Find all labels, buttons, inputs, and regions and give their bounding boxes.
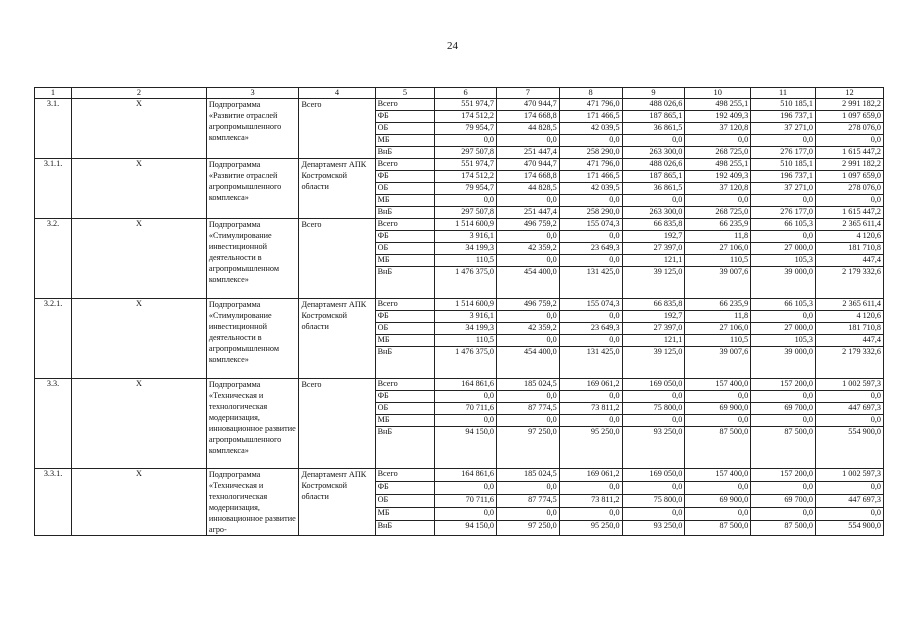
row-number: 3.3. — [35, 379, 72, 469]
amount-cell: 157 400,0 — [685, 379, 751, 391]
amount-cell: 42 039,5 — [559, 183, 622, 195]
amount-cell: 1 002 597,3 — [815, 469, 883, 482]
amount-cell: 278 076,0 — [815, 183, 883, 195]
column-number: 4 — [299, 88, 375, 99]
amount-cell: 3 916,1 — [435, 231, 497, 243]
amount-cell: 0,0 — [559, 135, 622, 147]
amount-cell: 79 954,7 — [435, 183, 497, 195]
funding-source: ФБ — [375, 311, 435, 323]
amount-cell: 258 290,0 — [559, 207, 622, 219]
amount-cell: 105,3 — [751, 255, 816, 267]
amount-cell: 11,8 — [685, 311, 751, 323]
funding-source: ОБ — [375, 494, 435, 507]
amount-cell: 0,0 — [685, 481, 751, 494]
funding-source: Всего — [375, 299, 435, 311]
amount-cell: 268 725,0 — [685, 147, 751, 159]
amount-cell: 2 365 611,4 — [815, 219, 883, 231]
amount-cell: 171 466,5 — [559, 111, 622, 123]
amount-cell: 1 514 600,9 — [435, 299, 497, 311]
amount-cell: 75 800,0 — [622, 494, 685, 507]
amount-cell: 276 177,0 — [751, 147, 816, 159]
funding-source: ОБ — [375, 243, 435, 255]
amount-cell: 0,0 — [435, 507, 497, 520]
table-row — [35, 379, 884, 391]
amount-cell: 169 061,2 — [559, 469, 622, 482]
amount-cell: 0,0 — [751, 481, 816, 494]
row-number: 3.2.1. — [35, 299, 72, 379]
amount-cell: 66 105,3 — [751, 299, 816, 311]
funding-source: Всего — [375, 469, 435, 482]
amount-cell: 169 050,0 — [622, 469, 685, 482]
amount-cell: 69 900,0 — [685, 494, 751, 507]
amount-cell: 496 759,2 — [497, 219, 560, 231]
amount-cell: 87 500,0 — [751, 520, 816, 535]
funding-source: Всего — [375, 99, 435, 111]
amount-cell: 27 106,0 — [685, 323, 751, 335]
responsible-executor: Департамент АПК Костромской области — [299, 159, 375, 219]
amount-cell: 488 026,6 — [622, 159, 685, 171]
amount-cell: 0,0 — [622, 391, 685, 403]
amount-cell: 551 974,7 — [435, 99, 497, 111]
amount-cell: 263 300,0 — [622, 147, 685, 159]
amount-cell: 131 425,0 — [559, 267, 622, 299]
amount-cell: 0,0 — [815, 481, 883, 494]
program-name: Подпрограмма «Техническая и технологическая модернизация, инновационное развитие агро- — [206, 469, 299, 536]
amount-cell: 44 828,5 — [497, 183, 560, 195]
program-name: Подпрограмма «Техническая и технологическая модернизация, инновационное развитие агропромышленного комплекса» — [206, 379, 299, 469]
amount-cell: 0,0 — [622, 507, 685, 520]
amount-cell: 39 007,6 — [685, 347, 751, 379]
amount-cell: 69 700,0 — [751, 403, 816, 415]
amount-cell: 2 991 182,2 — [815, 99, 883, 111]
amount-cell: 174 512,2 — [435, 111, 497, 123]
column-number: 7 — [497, 88, 560, 99]
amount-cell: 66 105,3 — [751, 219, 816, 231]
column-number-row — [35, 88, 884, 99]
amount-cell: 0,0 — [815, 195, 883, 207]
amount-cell: 164 861,6 — [435, 469, 497, 482]
amount-cell: 268 725,0 — [685, 207, 751, 219]
amount-cell: 4 120,6 — [815, 231, 883, 243]
funding-source: ФБ — [375, 481, 435, 494]
funding-source: ВнБ — [375, 427, 435, 469]
amount-cell: 3 916,1 — [435, 311, 497, 323]
amount-cell: 192,7 — [622, 231, 685, 243]
amount-cell: 196 737,1 — [751, 171, 816, 183]
amount-cell: 39 007,6 — [685, 267, 751, 299]
amount-cell: 470 944,7 — [497, 159, 560, 171]
amount-cell: 75 800,0 — [622, 403, 685, 415]
amount-cell: 174 512,2 — [435, 171, 497, 183]
amount-cell: 66 235,9 — [685, 219, 751, 231]
amount-cell: 510 185,1 — [751, 99, 816, 111]
amount-cell: 27 000,0 — [751, 323, 816, 335]
amount-cell: 0,0 — [435, 481, 497, 494]
amount-cell: 447,4 — [815, 255, 883, 267]
amount-cell: 0,0 — [622, 135, 685, 147]
amount-cell: 251 447,4 — [497, 207, 560, 219]
amount-cell: 554 900,0 — [815, 427, 883, 469]
column-number: 12 — [815, 88, 883, 99]
amount-cell: 2 179 332,6 — [815, 267, 883, 299]
amount-cell: 36 861,5 — [622, 123, 685, 135]
amount-cell: 0,0 — [559, 195, 622, 207]
amount-cell: 0,0 — [751, 391, 816, 403]
amount-cell: 0,0 — [559, 335, 622, 347]
amount-cell: 73 811,2 — [559, 403, 622, 415]
amount-cell: 263 300,0 — [622, 207, 685, 219]
amount-cell: 11,8 — [685, 231, 751, 243]
column-number: 2 — [72, 88, 207, 99]
amount-cell: 37 120,8 — [685, 183, 751, 195]
amount-cell: 2 365 611,4 — [815, 299, 883, 311]
amount-cell: 554 900,0 — [815, 520, 883, 535]
amount-cell: 169 061,2 — [559, 379, 622, 391]
amount-cell: 37 271,0 — [751, 183, 816, 195]
amount-cell: 0,0 — [497, 311, 560, 323]
amount-cell: 0,0 — [497, 481, 560, 494]
amount-cell: 27 397,0 — [622, 323, 685, 335]
amount-cell: 1 615 447,2 — [815, 147, 883, 159]
row-marker: X — [72, 159, 207, 219]
funding-source: ВнБ — [375, 347, 435, 379]
amount-cell: 1 514 600,9 — [435, 219, 497, 231]
amount-cell: 0,0 — [559, 481, 622, 494]
amount-cell: 27 106,0 — [685, 243, 751, 255]
program-name: Подпрограмма «Стимулирование инвестиционной деятельности в агропромышленном комплексе» — [206, 299, 299, 379]
funding-source: Всего — [375, 379, 435, 391]
responsible-executor: Всего — [299, 99, 375, 159]
amount-cell: 488 026,6 — [622, 99, 685, 111]
column-number: 8 — [559, 88, 622, 99]
amount-cell: 70 711,6 — [435, 494, 497, 507]
column-number: 3 — [206, 88, 299, 99]
amount-cell: 4 120,6 — [815, 311, 883, 323]
amount-cell: 0,0 — [559, 311, 622, 323]
amount-cell: 94 150,0 — [435, 520, 497, 535]
amount-cell: 454 400,0 — [497, 347, 560, 379]
funding-source: Всего — [375, 159, 435, 171]
amount-cell: 171 466,5 — [559, 171, 622, 183]
amount-cell: 471 796,0 — [559, 99, 622, 111]
amount-cell: 157 200,0 — [751, 379, 816, 391]
amount-cell: 34 199,3 — [435, 323, 497, 335]
amount-cell: 73 811,2 — [559, 494, 622, 507]
amount-cell: 39 125,0 — [622, 267, 685, 299]
amount-cell: 131 425,0 — [559, 347, 622, 379]
amount-cell: 181 710,8 — [815, 323, 883, 335]
row-marker: X — [72, 469, 207, 536]
amount-cell: 36 861,5 — [622, 183, 685, 195]
row-number: 3.2. — [35, 219, 72, 299]
amount-cell: 1 002 597,3 — [815, 379, 883, 391]
amount-cell: 0,0 — [815, 415, 883, 427]
amount-cell: 0,0 — [685, 391, 751, 403]
amount-cell: 87 500,0 — [685, 520, 751, 535]
funding-source: ОБ — [375, 403, 435, 415]
funding-source: ФБ — [375, 111, 435, 123]
program-name: Подпрограмма «Стимулирование инвестиционной деятельности в агропромышленном комплексе» — [206, 219, 299, 299]
amount-cell: 97 250,0 — [497, 427, 560, 469]
amount-cell: 93 250,0 — [622, 427, 685, 469]
amount-cell: 454 400,0 — [497, 267, 560, 299]
amount-cell: 447,4 — [815, 335, 883, 347]
row-marker: X — [72, 99, 207, 159]
amount-cell: 0,0 — [685, 507, 751, 520]
amount-cell: 498 255,1 — [685, 159, 751, 171]
amount-cell: 155 074,3 — [559, 299, 622, 311]
amount-cell: 510 185,1 — [751, 159, 816, 171]
amount-cell: 192 409,3 — [685, 111, 751, 123]
amount-cell: 297 507,8 — [435, 147, 497, 159]
amount-cell: 94 150,0 — [435, 427, 497, 469]
amount-cell: 0,0 — [815, 391, 883, 403]
responsible-executor: Всего — [299, 379, 375, 469]
amount-cell: 0,0 — [559, 415, 622, 427]
amount-cell: 0,0 — [497, 391, 560, 403]
amount-cell: 42 359,2 — [497, 243, 560, 255]
amount-cell: 95 250,0 — [559, 427, 622, 469]
amount-cell: 447 697,3 — [815, 494, 883, 507]
column-number: 5 — [375, 88, 435, 99]
amount-cell: 470 944,7 — [497, 99, 560, 111]
funding-source: МБ — [375, 507, 435, 520]
amount-cell: 0,0 — [497, 195, 560, 207]
amount-cell: 93 250,0 — [622, 520, 685, 535]
amount-cell: 97 250,0 — [497, 520, 560, 535]
funding-source: ВнБ — [375, 207, 435, 219]
amount-cell: 42 359,2 — [497, 323, 560, 335]
amount-cell: 23 649,3 — [559, 243, 622, 255]
amount-cell: 39 125,0 — [622, 347, 685, 379]
amount-cell: 42 039,5 — [559, 123, 622, 135]
funding-source: ФБ — [375, 391, 435, 403]
amount-cell: 0,0 — [815, 507, 883, 520]
row-marker: X — [72, 219, 207, 299]
amount-cell: 0,0 — [751, 415, 816, 427]
amount-cell: 169 050,0 — [622, 379, 685, 391]
amount-cell: 37 120,8 — [685, 123, 751, 135]
amount-cell: 196 737,1 — [751, 111, 816, 123]
amount-cell: 37 271,0 — [751, 123, 816, 135]
funding-source: МБ — [375, 415, 435, 427]
amount-cell: 27 000,0 — [751, 243, 816, 255]
amount-cell: 0,0 — [435, 391, 497, 403]
amount-cell: 121,1 — [622, 335, 685, 347]
amount-cell: 0,0 — [435, 135, 497, 147]
amount-cell: 471 796,0 — [559, 159, 622, 171]
amount-cell: 0,0 — [497, 335, 560, 347]
amount-cell: 66 835,8 — [622, 299, 685, 311]
responsible-executor: Департамент АПК Костромской области — [299, 299, 375, 379]
amount-cell: 34 199,3 — [435, 243, 497, 255]
amount-cell: 185 024,5 — [497, 469, 560, 482]
responsible-executor: Всего — [299, 219, 375, 299]
amount-cell: 187 865,1 — [622, 111, 685, 123]
amount-cell: 66 835,8 — [622, 219, 685, 231]
table-row — [35, 99, 884, 111]
amount-cell: 69 900,0 — [685, 403, 751, 415]
amount-cell: 1 097 659,0 — [815, 171, 883, 183]
column-number: 10 — [685, 88, 751, 99]
amount-cell: 0,0 — [559, 507, 622, 520]
amount-cell: 87 774,5 — [497, 494, 560, 507]
amount-cell: 174 668,8 — [497, 111, 560, 123]
funding-source: ФБ — [375, 231, 435, 243]
amount-cell: 105,3 — [751, 335, 816, 347]
amount-cell: 110,5 — [435, 335, 497, 347]
budget-table — [34, 87, 884, 536]
amount-cell: 0,0 — [559, 255, 622, 267]
amount-cell: 251 447,4 — [497, 147, 560, 159]
amount-cell: 0,0 — [815, 135, 883, 147]
amount-cell: 0,0 — [622, 481, 685, 494]
funding-source: МБ — [375, 135, 435, 147]
amount-cell: 157 400,0 — [685, 469, 751, 482]
amount-cell: 174 668,8 — [497, 171, 560, 183]
amount-cell: 1 615 447,2 — [815, 207, 883, 219]
table-row — [35, 299, 884, 311]
amount-cell: 87 774,5 — [497, 403, 560, 415]
amount-cell: 95 250,0 — [559, 520, 622, 535]
amount-cell: 551 974,7 — [435, 159, 497, 171]
funding-source: МБ — [375, 195, 435, 207]
amount-cell: 39 000,0 — [751, 267, 816, 299]
amount-cell: 0,0 — [751, 311, 816, 323]
column-number: 9 — [622, 88, 685, 99]
amount-cell: 110,5 — [685, 255, 751, 267]
amount-cell: 0,0 — [497, 255, 560, 267]
table-row — [35, 219, 884, 231]
amount-cell: 0,0 — [751, 507, 816, 520]
amount-cell: 164 861,6 — [435, 379, 497, 391]
amount-cell: 110,5 — [685, 335, 751, 347]
amount-cell: 87 500,0 — [751, 427, 816, 469]
amount-cell: 44 828,5 — [497, 123, 560, 135]
amount-cell: 0,0 — [622, 415, 685, 427]
amount-cell: 0,0 — [622, 195, 685, 207]
amount-cell: 0,0 — [497, 415, 560, 427]
amount-cell: 0,0 — [751, 135, 816, 147]
funding-source: Всего — [375, 219, 435, 231]
amount-cell: 0,0 — [685, 135, 751, 147]
amount-cell: 276 177,0 — [751, 207, 816, 219]
amount-cell: 157 200,0 — [751, 469, 816, 482]
funding-source: ВнБ — [375, 147, 435, 159]
page-number: 24 — [447, 40, 458, 52]
amount-cell: 0,0 — [751, 195, 816, 207]
amount-cell: 79 954,7 — [435, 123, 497, 135]
row-marker: X — [72, 299, 207, 379]
amount-cell: 0,0 — [559, 231, 622, 243]
responsible-executor: Департамент АПК Костромской области — [299, 469, 375, 536]
amount-cell: 0,0 — [497, 135, 560, 147]
row-number: 3.1.1. — [35, 159, 72, 219]
amount-cell: 498 255,1 — [685, 99, 751, 111]
amount-cell: 121,1 — [622, 255, 685, 267]
amount-cell: 447 697,3 — [815, 403, 883, 415]
program-name: Подпрограмма «Развитие отраслей агропромышленного комплекса» — [206, 159, 299, 219]
row-number: 3.1. — [35, 99, 72, 159]
amount-cell: 2 179 332,6 — [815, 347, 883, 379]
column-number: 6 — [435, 88, 497, 99]
amount-cell: 66 235,9 — [685, 299, 751, 311]
funding-source: ОБ — [375, 123, 435, 135]
column-number: 11 — [751, 88, 816, 99]
amount-cell: 278 076,0 — [815, 123, 883, 135]
row-number: 3.3.1. — [35, 469, 72, 536]
amount-cell: 1 097 659,0 — [815, 111, 883, 123]
amount-cell: 0,0 — [751, 231, 816, 243]
amount-cell: 192,7 — [622, 311, 685, 323]
table-row — [35, 159, 884, 171]
amount-cell: 70 711,6 — [435, 403, 497, 415]
amount-cell: 185 024,5 — [497, 379, 560, 391]
amount-cell: 0,0 — [685, 195, 751, 207]
table-body — [35, 88, 884, 536]
funding-source: ВнБ — [375, 267, 435, 299]
amount-cell: 27 397,0 — [622, 243, 685, 255]
amount-cell: 87 500,0 — [685, 427, 751, 469]
amount-cell: 496 759,2 — [497, 299, 560, 311]
funding-source: ОБ — [375, 183, 435, 195]
amount-cell: 187 865,1 — [622, 171, 685, 183]
amount-cell: 0,0 — [497, 507, 560, 520]
amount-cell: 155 074,3 — [559, 219, 622, 231]
amount-cell: 0,0 — [559, 391, 622, 403]
amount-cell: 2 991 182,2 — [815, 159, 883, 171]
amount-cell: 192 409,3 — [685, 171, 751, 183]
amount-cell: 23 649,3 — [559, 323, 622, 335]
amount-cell: 39 000,0 — [751, 347, 816, 379]
amount-cell: 1 476 375,0 — [435, 347, 497, 379]
column-number: 1 — [35, 88, 72, 99]
funding-source: ВнБ — [375, 520, 435, 535]
amount-cell: 181 710,8 — [815, 243, 883, 255]
funding-source: МБ — [375, 255, 435, 267]
amount-cell: 0,0 — [497, 231, 560, 243]
amount-cell: 69 700,0 — [751, 494, 816, 507]
amount-cell: 0,0 — [685, 415, 751, 427]
amount-cell: 1 476 375,0 — [435, 267, 497, 299]
amount-cell: 110,5 — [435, 255, 497, 267]
amount-cell: 258 290,0 — [559, 147, 622, 159]
amount-cell: 0,0 — [435, 195, 497, 207]
funding-source: ФБ — [375, 171, 435, 183]
amount-cell: 0,0 — [435, 415, 497, 427]
table-row — [35, 469, 884, 482]
row-marker: X — [72, 379, 207, 469]
program-name: Подпрограмма «Развитие отраслей агропромышленного комплекса» — [206, 99, 299, 159]
funding-source: ОБ — [375, 323, 435, 335]
funding-source: МБ — [375, 335, 435, 347]
amount-cell: 297 507,8 — [435, 207, 497, 219]
